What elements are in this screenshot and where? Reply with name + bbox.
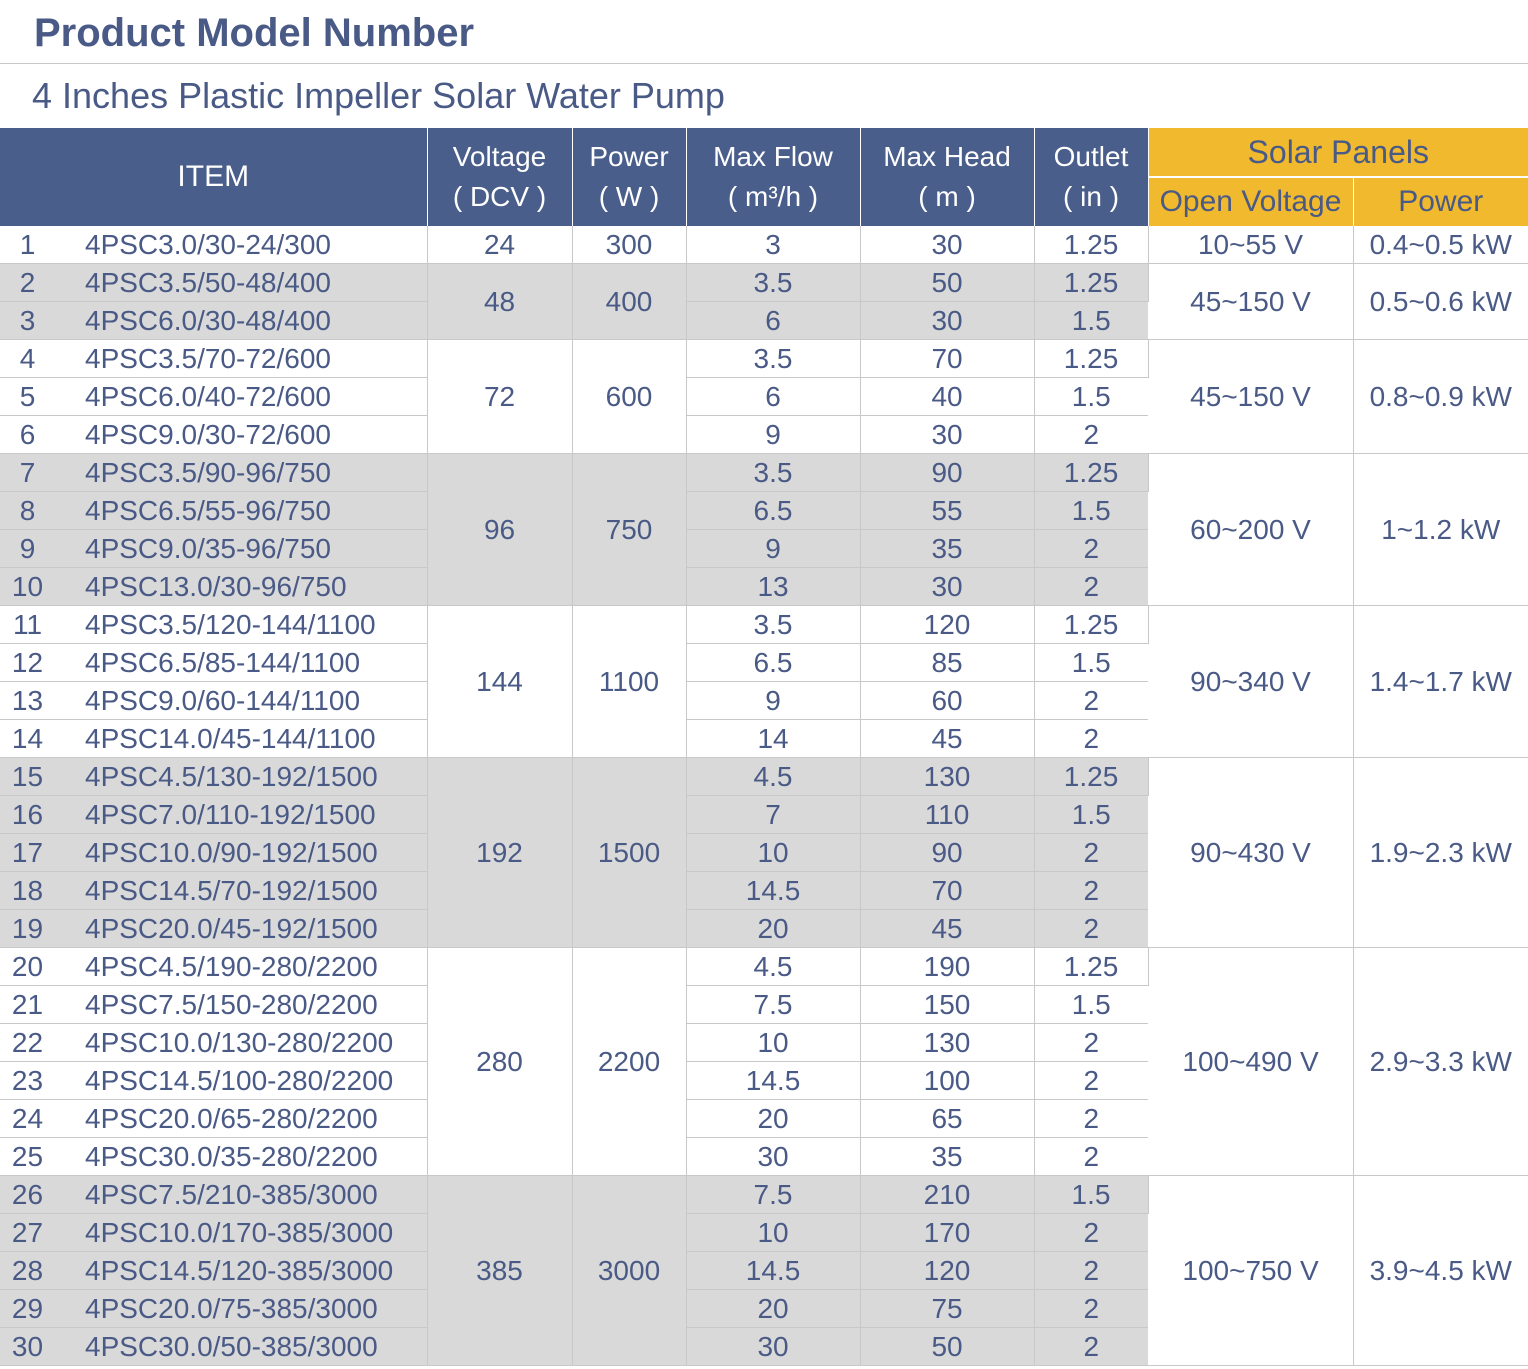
col-header-flow-unit: ( m³/h ) (727, 181, 819, 212)
row-number: 28 (0, 1252, 55, 1290)
voltage-cell: 96 (427, 454, 572, 606)
row-number: 17 (0, 834, 55, 872)
voltage-cell: 48 (427, 264, 572, 340)
row-number: 30 (0, 1328, 55, 1366)
model-number: 4PSC6.0/40-72/600 (55, 378, 427, 416)
max-flow-cell: 9 (686, 416, 860, 454)
model-number: 4PSC13.0/30-96/750 (55, 568, 427, 606)
max-head-cell: 90 (860, 834, 1034, 872)
col-header-power-label: Power (589, 141, 669, 172)
page-title: Product Model Number (0, 0, 1528, 64)
outlet-cell: 1.5 (1034, 302, 1148, 340)
outlet-cell: 1.25 (1034, 758, 1148, 796)
voltage-cell: 24 (427, 226, 572, 264)
max-head-cell: 35 (860, 530, 1034, 568)
row-number: 4 (0, 340, 55, 378)
col-header-voltage-unit: ( DCV ) (452, 181, 547, 212)
row-number: 7 (0, 454, 55, 492)
row-number: 11 (0, 606, 55, 644)
max-head-cell: 50 (860, 264, 1034, 302)
model-number: 4PSC3.5/70-72/600 (55, 340, 427, 378)
row-number: 29 (0, 1290, 55, 1328)
max-flow-cell: 3.5 (686, 264, 860, 302)
solar-open-voltage-cell: 90~430 V (1148, 758, 1353, 948)
max-flow-cell: 6 (686, 302, 860, 340)
outlet-cell: 1.5 (1034, 378, 1148, 416)
max-head-cell: 30 (860, 416, 1034, 454)
row-number: 16 (0, 796, 55, 834)
model-number: 4PSC7.5/150-280/2200 (55, 986, 427, 1024)
model-number: 4PSC7.0/110-192/1500 (55, 796, 427, 834)
max-flow-cell: 20 (686, 1290, 860, 1328)
col-header-open-voltage: Open Voltage (1148, 177, 1353, 226)
max-head-cell: 100 (860, 1062, 1034, 1100)
solar-open-voltage-cell: 60~200 V (1148, 454, 1353, 606)
table-row (0, 264, 1528, 302)
solar-power-cell: 0.5~0.6 kW (1353, 264, 1528, 340)
solar-open-voltage-cell: 10~55 V (1148, 226, 1353, 264)
model-number: 4PSC4.5/130-192/1500 (55, 758, 427, 796)
outlet-cell: 2 (1034, 1214, 1148, 1252)
max-flow-cell: 6.5 (686, 492, 860, 530)
max-flow-cell: 9 (686, 530, 860, 568)
max-flow-cell: 13 (686, 568, 860, 606)
row-number: 3 (0, 302, 55, 340)
max-flow-cell: 14.5 (686, 1062, 860, 1100)
max-flow-cell: 7.5 (686, 1176, 860, 1214)
power-cell: 750 (572, 454, 686, 606)
max-flow-cell: 30 (686, 1138, 860, 1176)
table-row (0, 1176, 1528, 1214)
col-header-solar-power: Power (1353, 177, 1528, 226)
voltage-cell: 385 (427, 1176, 572, 1366)
outlet-cell: 1.5 (1034, 986, 1148, 1024)
outlet-cell: 2 (1034, 1138, 1148, 1176)
outlet-cell: 2 (1034, 568, 1148, 606)
voltage-cell: 72 (427, 340, 572, 454)
max-head-cell: 150 (860, 986, 1034, 1024)
row-number: 24 (0, 1100, 55, 1138)
outlet-cell: 2 (1034, 1100, 1148, 1138)
max-head-cell: 85 (860, 644, 1034, 682)
max-head-cell: 40 (860, 378, 1034, 416)
outlet-cell: 1.25 (1034, 340, 1148, 378)
max-head-cell: 70 (860, 872, 1034, 910)
solar-open-voltage-cell: 90~340 V (1148, 606, 1353, 758)
row-number: 15 (0, 758, 55, 796)
power-cell: 300 (572, 226, 686, 264)
max-head-cell: 50 (860, 1328, 1034, 1366)
max-head-cell: 170 (860, 1214, 1034, 1252)
model-number: 4PSC4.5/190-280/2200 (55, 948, 427, 986)
solar-power-cell: 1~1.2 kW (1353, 454, 1528, 606)
model-number: 4PSC14.5/120-385/3000 (55, 1252, 427, 1290)
model-number: 4PSC6.5/55-96/750 (55, 492, 427, 530)
max-head-cell: 65 (860, 1100, 1034, 1138)
row-number: 2 (0, 264, 55, 302)
power-cell: 600 (572, 340, 686, 454)
row-number: 14 (0, 720, 55, 758)
max-head-cell: 30 (860, 568, 1034, 606)
max-head-cell: 120 (860, 606, 1034, 644)
outlet-cell: 2 (1034, 1252, 1148, 1290)
solar-open-voltage-cell: 45~150 V (1148, 264, 1353, 340)
voltage-cell: 192 (427, 758, 572, 948)
table-body (0, 226, 1528, 1366)
outlet-cell: 1.25 (1034, 948, 1148, 986)
max-flow-cell: 10 (686, 1024, 860, 1062)
model-number: 4PSC20.0/45-192/1500 (55, 910, 427, 948)
max-flow-cell: 9 (686, 682, 860, 720)
model-number: 4PSC10.0/170-385/3000 (55, 1214, 427, 1252)
max-head-cell: 45 (860, 910, 1034, 948)
outlet-cell: 2 (1034, 872, 1148, 910)
model-number: 4PSC9.0/60-144/1100 (55, 682, 427, 720)
max-head-cell: 55 (860, 492, 1034, 530)
max-flow-cell: 6.5 (686, 644, 860, 682)
row-number: 22 (0, 1024, 55, 1062)
col-header-outlet-label: Outlet (1053, 141, 1129, 172)
power-cell: 2200 (572, 948, 686, 1176)
solar-power-cell: 3.9~4.5 kW (1353, 1176, 1528, 1366)
table-row (0, 948, 1528, 986)
outlet-cell: 1.5 (1034, 796, 1148, 834)
col-header-power (572, 128, 686, 226)
col-header-voltage (427, 128, 572, 226)
power-cell: 1100 (572, 606, 686, 758)
model-number: 4PSC30.0/35-280/2200 (55, 1138, 427, 1176)
max-flow-cell: 20 (686, 910, 860, 948)
col-header-solar-panels: Solar Panels (1148, 128, 1528, 177)
max-head-cell: 30 (860, 302, 1034, 340)
table-row (0, 340, 1528, 378)
table-row (0, 454, 1528, 492)
model-number: 4PSC14.5/70-192/1500 (55, 872, 427, 910)
max-flow-cell: 3.5 (686, 340, 860, 378)
max-head-cell: 45 (860, 720, 1034, 758)
row-number: 23 (0, 1062, 55, 1100)
col-header-outlet (1034, 128, 1148, 226)
table-row (0, 606, 1528, 644)
col-header-flow (686, 128, 860, 226)
outlet-cell: 2 (1034, 1328, 1148, 1366)
table-row (0, 758, 1528, 796)
model-number: 4PSC7.5/210-385/3000 (55, 1176, 427, 1214)
spec-table (0, 128, 1528, 1366)
outlet-cell: 2 (1034, 1062, 1148, 1100)
power-cell: 400 (572, 264, 686, 340)
solar-power-cell: 1.9~2.3 kW (1353, 758, 1528, 948)
max-head-cell: 70 (860, 340, 1034, 378)
max-flow-cell: 7.5 (686, 986, 860, 1024)
outlet-cell: 1.5 (1034, 644, 1148, 682)
model-number: 4PSC9.0/35-96/750 (55, 530, 427, 568)
row-number: 19 (0, 910, 55, 948)
row-number: 6 (0, 416, 55, 454)
outlet-cell: 1.5 (1034, 492, 1148, 530)
solar-power-cell: 1.4~1.7 kW (1353, 606, 1528, 758)
max-flow-cell: 4.5 (686, 948, 860, 986)
col-header-voltage-label: Voltage (452, 141, 547, 172)
row-number: 1 (0, 226, 55, 264)
max-head-cell: 110 (860, 796, 1034, 834)
model-number: 4PSC3.5/120-144/1100 (55, 606, 427, 644)
model-number: 4PSC6.5/85-144/1100 (55, 644, 427, 682)
power-cell: 3000 (572, 1176, 686, 1366)
row-number: 20 (0, 948, 55, 986)
model-number: 4PSC9.0/30-72/600 (55, 416, 427, 454)
max-flow-cell: 3 (686, 226, 860, 264)
outlet-cell: 2 (1034, 1290, 1148, 1328)
max-flow-cell: 4.5 (686, 758, 860, 796)
max-head-cell: 210 (860, 1176, 1034, 1214)
col-header-flow-label: Max Flow (713, 141, 833, 172)
max-flow-cell: 7 (686, 796, 860, 834)
max-head-cell: 130 (860, 1024, 1034, 1062)
col-header-head-label: Max Head (883, 141, 1011, 172)
outlet-cell: 2 (1034, 530, 1148, 568)
col-header-outlet-unit: ( in ) (1063, 181, 1120, 212)
outlet-cell: 2 (1034, 910, 1148, 948)
solar-open-voltage-cell: 100~490 V (1148, 948, 1353, 1176)
max-flow-cell: 10 (686, 834, 860, 872)
outlet-cell: 1.25 (1034, 606, 1148, 644)
model-number: 4PSC14.0/45-144/1100 (55, 720, 427, 758)
max-flow-cell: 6 (686, 378, 860, 416)
row-number: 13 (0, 682, 55, 720)
row-number: 26 (0, 1176, 55, 1214)
max-flow-cell: 3.5 (686, 454, 860, 492)
max-head-cell: 75 (860, 1290, 1034, 1328)
max-flow-cell: 10 (686, 1214, 860, 1252)
max-flow-cell: 3.5 (686, 606, 860, 644)
outlet-cell: 2 (1034, 682, 1148, 720)
model-number: 4PSC6.0/30-48/400 (55, 302, 427, 340)
model-number: 4PSC30.0/50-385/3000 (55, 1328, 427, 1366)
max-head-cell: 30 (860, 226, 1034, 264)
max-flow-cell: 30 (686, 1328, 860, 1366)
model-number: 4PSC20.0/65-280/2200 (55, 1100, 427, 1138)
model-number: 4PSC14.5/100-280/2200 (55, 1062, 427, 1100)
model-number: 4PSC10.0/90-192/1500 (55, 834, 427, 872)
outlet-cell: 1.25 (1034, 264, 1148, 302)
max-flow-cell: 14.5 (686, 1252, 860, 1290)
voltage-cell: 144 (427, 606, 572, 758)
max-flow-cell: 20 (686, 1100, 860, 1138)
max-head-cell: 130 (860, 758, 1034, 796)
max-flow-cell: 14.5 (686, 872, 860, 910)
model-number: 4PSC10.0/130-280/2200 (55, 1024, 427, 1062)
table-header (0, 128, 1528, 226)
max-head-cell: 190 (860, 948, 1034, 986)
outlet-cell: 1.5 (1034, 1176, 1148, 1214)
solar-power-cell: 2.9~3.3 kW (1353, 948, 1528, 1176)
outlet-cell: 2 (1034, 1024, 1148, 1062)
row-number: 21 (0, 986, 55, 1024)
row-number: 12 (0, 644, 55, 682)
col-header-head-unit: ( m ) (918, 181, 976, 212)
max-head-cell: 90 (860, 454, 1034, 492)
solar-open-voltage-cell: 45~150 V (1148, 340, 1353, 454)
row-number: 18 (0, 872, 55, 910)
outlet-cell: 1.25 (1034, 226, 1148, 264)
model-number: 4PSC20.0/75-385/3000 (55, 1290, 427, 1328)
model-number: 4PSC3.5/90-96/750 (55, 454, 427, 492)
max-head-cell: 60 (860, 682, 1034, 720)
outlet-cell: 2 (1034, 834, 1148, 872)
solar-open-voltage-cell: 100~750 V (1148, 1176, 1353, 1366)
outlet-cell: 2 (1034, 720, 1148, 758)
row-number: 9 (0, 530, 55, 568)
model-number: 4PSC3.5/50-48/400 (55, 264, 427, 302)
max-flow-cell: 14 (686, 720, 860, 758)
row-number: 8 (0, 492, 55, 530)
table-row (0, 226, 1528, 264)
row-number: 25 (0, 1138, 55, 1176)
row-number: 27 (0, 1214, 55, 1252)
voltage-cell: 280 (427, 948, 572, 1176)
col-header-item: ITEM (0, 128, 427, 226)
outlet-cell: 2 (1034, 416, 1148, 454)
max-head-cell: 35 (860, 1138, 1034, 1176)
col-header-power-unit: ( W ) (598, 181, 660, 212)
max-head-cell: 120 (860, 1252, 1034, 1290)
row-number: 10 (0, 568, 55, 606)
page-subtitle: 4 Inches Plastic Impeller Solar Water Pump (32, 75, 725, 116)
model-number: 4PSC3.0/30-24/300 (55, 226, 427, 264)
power-cell: 1500 (572, 758, 686, 948)
col-header-head (860, 128, 1034, 226)
solar-power-cell: 0.8~0.9 kW (1353, 340, 1528, 454)
solar-power-cell: 0.4~0.5 kW (1353, 226, 1528, 264)
row-number: 5 (0, 378, 55, 416)
outlet-cell: 1.25 (1034, 454, 1148, 492)
